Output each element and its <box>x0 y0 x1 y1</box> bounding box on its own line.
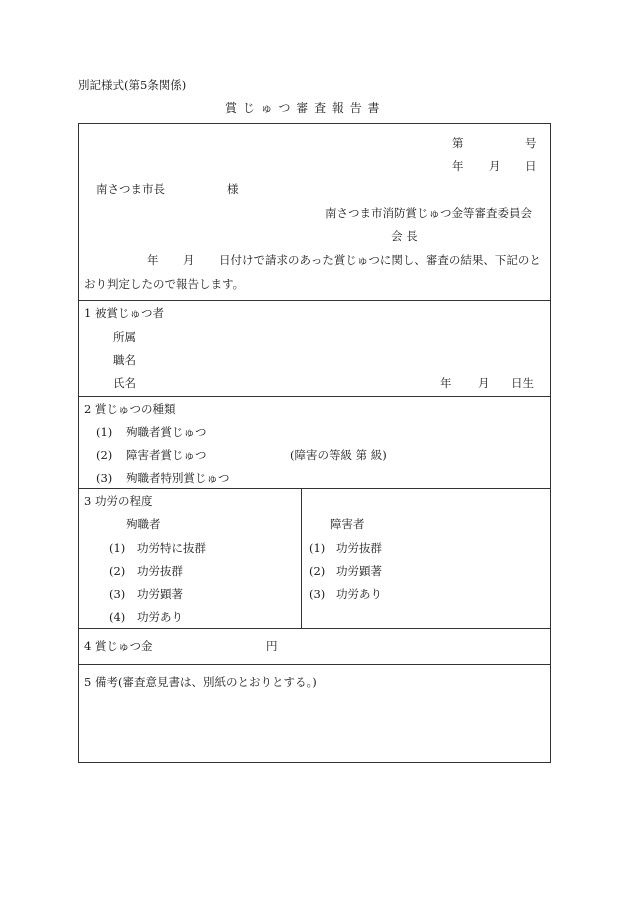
disability-grade-note: (障害の等級 第 級) <box>290 448 387 462</box>
item-number: (1) <box>109 541 126 555</box>
merit-item: 功労あり <box>336 587 382 601</box>
section-heading: 3 功労の程度 <box>84 494 153 508</box>
addressee: 南さつま市長 <box>96 182 165 196</box>
item-number: (2) <box>109 564 126 578</box>
date-month: 月 <box>489 159 501 173</box>
committee-name: 南さつま市消防賞じゅつ金等審査委員会 <box>325 206 532 220</box>
report-form <box>78 123 551 763</box>
merit-item: 功労顕著 <box>137 587 183 601</box>
body-year: 年 <box>147 253 159 267</box>
committee-chair: 会 長 <box>391 229 418 243</box>
divider <box>79 396 550 397</box>
award-type-item: 殉職者特別賞じゅつ <box>126 471 230 485</box>
merit-item: 功労特に抜群 <box>137 541 206 555</box>
merit-item: 功労あり <box>137 610 183 624</box>
item-number: (1) <box>309 541 326 555</box>
column-divider <box>301 488 302 628</box>
item-number: (3) <box>109 587 126 601</box>
right-column-title: 障害者 <box>330 517 365 531</box>
section-heading: 4 賞じゅつ金 <box>84 639 153 653</box>
currency-unit: 円 <box>266 639 278 653</box>
body-month: 月 <box>183 253 195 267</box>
divider <box>79 300 550 301</box>
divider <box>79 628 550 629</box>
merit-item: 功労顕著 <box>336 564 382 578</box>
section-heading: 2 賞じゅつの種類 <box>84 402 176 416</box>
item-number: (2) <box>309 564 326 578</box>
divider <box>79 488 550 489</box>
date-day: 日 <box>525 159 537 173</box>
section-heading: 1 被賞じゅつ者 <box>84 306 164 320</box>
birth-month: 月 <box>478 376 490 390</box>
document-title: 賞 じ ゅ つ 審 査 報 告 書 <box>225 101 381 115</box>
award-type-item: 殉職者賞じゅつ <box>126 425 207 439</box>
item-number: (4) <box>109 610 126 624</box>
date-year: 年 <box>452 159 464 173</box>
body-text: 日付けで請求のあった賞じゅつに関し、審査の結果、下記のと <box>219 253 541 267</box>
item-number: (3) <box>96 471 113 485</box>
name-label: 氏名 <box>113 376 136 390</box>
birth-year: 年 <box>440 376 452 390</box>
merit-item: 功労抜群 <box>336 541 382 555</box>
divider <box>79 664 550 665</box>
position-label: 職名 <box>113 353 136 367</box>
item-number: (1) <box>96 425 113 439</box>
number-prefix: 第 <box>452 136 464 150</box>
section-heading: 5 備考(審査意見書は、別紙のとおりとする。) <box>84 675 317 689</box>
body-text-continued: おり判定したので報告します。 <box>84 277 245 291</box>
item-number: (2) <box>96 448 113 462</box>
merit-item: 功労抜群 <box>137 564 183 578</box>
affiliation-label: 所属 <box>113 330 136 344</box>
number-suffix: 号 <box>525 136 537 150</box>
form-reference: 別記様式(第5条関係) <box>78 78 187 92</box>
item-number: (3) <box>309 587 326 601</box>
birth-day: 日生 <box>511 376 534 390</box>
honorific: 様 <box>227 182 239 196</box>
left-column-title: 殉職者 <box>126 517 161 531</box>
award-type-item: 障害者賞じゅつ <box>126 448 207 462</box>
